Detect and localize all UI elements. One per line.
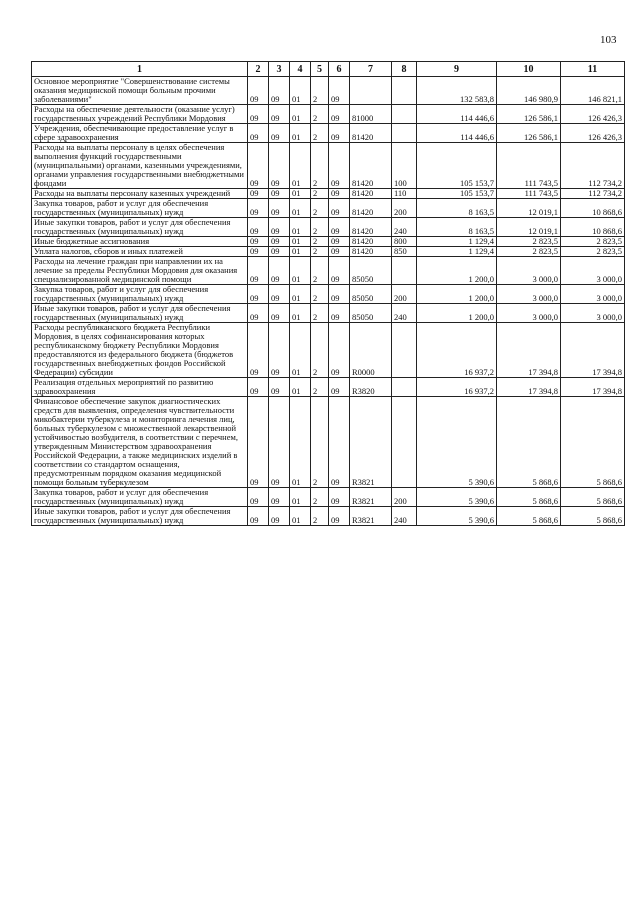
amount-col9: 5 390,6 [417, 507, 497, 526]
code-subsection: 01 [290, 77, 311, 105]
code-direction: 81420 [350, 247, 392, 257]
code-ministry: 09 [248, 285, 269, 304]
table-row [32, 218, 625, 237]
code-direction: 81420 [350, 124, 392, 143]
code-ministry: 09 [248, 257, 269, 285]
amount-col11: 112 734,2 [561, 143, 625, 189]
code-expense-type: 200 [392, 199, 417, 218]
code-section: 09 [269, 488, 290, 507]
code-event: 09 [329, 247, 350, 257]
code-program: 2 [311, 323, 329, 378]
code-section: 09 [269, 199, 290, 218]
code-direction: 85050 [350, 257, 392, 285]
amount-col9: 8 163,5 [417, 199, 497, 218]
amount-col11: 2 823,5 [561, 237, 625, 247]
amount-col10: 3 000,0 [497, 257, 561, 285]
amount-col11: 126 426,3 [561, 124, 625, 143]
amount-col9: 5 390,6 [417, 397, 497, 488]
code-subsection: 01 [290, 304, 311, 323]
code-expense-type: 240 [392, 218, 417, 237]
code-direction: 81000 [350, 105, 392, 124]
budget-table [31, 61, 625, 526]
code-program: 2 [311, 77, 329, 105]
table-row [32, 285, 625, 304]
row-name: Закупка товаров, работ и услуг для обеспечения государственных (муниципальных) нужд [32, 488, 248, 507]
code-section: 09 [269, 77, 290, 105]
code-event: 09 [329, 397, 350, 488]
amount-col11: 112 734,2 [561, 189, 625, 199]
column-header: 5 [311, 62, 329, 77]
column-header: 8 [392, 62, 417, 77]
column-header: 2 [248, 62, 269, 77]
code-direction [350, 77, 392, 105]
column-header: 7 [350, 62, 392, 77]
amount-col9: 1 200,0 [417, 257, 497, 285]
amount-col9: 16 937,2 [417, 378, 497, 397]
row-name: Уплата налогов, сборов и иных платежей [32, 247, 248, 257]
table-row [32, 247, 625, 257]
code-ministry: 09 [248, 507, 269, 526]
code-section: 09 [269, 237, 290, 247]
code-section: 09 [269, 257, 290, 285]
code-ministry: 09 [248, 397, 269, 488]
amount-col11: 17 394,8 [561, 378, 625, 397]
code-direction: 85050 [350, 304, 392, 323]
row-name: Иные бюджетные ассигнования [32, 237, 248, 247]
code-direction: R3821 [350, 488, 392, 507]
code-event: 09 [329, 218, 350, 237]
table-row [32, 199, 625, 218]
amount-col11: 10 868,6 [561, 199, 625, 218]
amount-col11: 2 823,5 [561, 247, 625, 257]
amount-col11: 5 868,6 [561, 397, 625, 488]
code-direction: 81420 [350, 218, 392, 237]
row-name: Финансовое обеспечение закупок диагностических средств для выявления, определения чувствительности микобактерии туберкулеза и мониторинга лечения лиц, больных туберкулезом с множественной лекарственной устойчивостью возбудителя, в соответствии с перечнем, утвержденным Министерством здравоохранения Российской Федерации, а также медицинских изделий в соответствии со стандартом оснащения, предусмотренным порядком оказания медицинской помощи больным туберкулезом [32, 397, 248, 488]
amount-col9: 132 583,8 [417, 77, 497, 105]
code-subsection: 01 [290, 247, 311, 257]
amount-col11: 5 868,6 [561, 507, 625, 526]
amount-col10: 5 868,6 [497, 488, 561, 507]
amount-col11: 3 000,0 [561, 257, 625, 285]
code-direction: 81420 [350, 199, 392, 218]
code-ministry: 09 [248, 199, 269, 218]
code-direction: 81420 [350, 237, 392, 247]
code-expense-type: 240 [392, 304, 417, 323]
amount-col10: 2 823,5 [497, 237, 561, 247]
row-name: Иные закупки товаров, работ и услуг для обеспечения государственных (муниципальных) нужд [32, 218, 248, 237]
code-direction: R3820 [350, 378, 392, 397]
code-event: 09 [329, 105, 350, 124]
code-event: 09 [329, 77, 350, 105]
code-direction: 81420 [350, 189, 392, 199]
column-header: 10 [497, 62, 561, 77]
code-event: 09 [329, 143, 350, 189]
table-row [32, 507, 625, 526]
code-ministry: 09 [248, 488, 269, 507]
row-name: Расходы на выплаты персоналу в целях обеспечения выполнения функций государственными (муниципальными) органами, казенными учреждениями, органами управления государственными внебюджетными фондами [32, 143, 248, 189]
table-row [32, 378, 625, 397]
code-program: 2 [311, 257, 329, 285]
amount-col10: 5 868,6 [497, 397, 561, 488]
amount-col10: 12 019,1 [497, 218, 561, 237]
code-event: 09 [329, 507, 350, 526]
amount-col11: 17 394,8 [561, 323, 625, 378]
amount-col9: 1 200,0 [417, 304, 497, 323]
code-program: 2 [311, 237, 329, 247]
table-row [32, 143, 625, 189]
code-event: 09 [329, 488, 350, 507]
code-subsection: 01 [290, 257, 311, 285]
code-program: 2 [311, 218, 329, 237]
code-expense-type: 100 [392, 143, 417, 189]
amount-col9: 1 200,0 [417, 285, 497, 304]
code-subsection: 01 [290, 199, 311, 218]
row-name: Иные закупки товаров, работ и услуг для обеспечения государственных (муниципальных) нужд [32, 304, 248, 323]
code-section: 09 [269, 397, 290, 488]
amount-col9: 105 153,7 [417, 143, 497, 189]
code-subsection: 01 [290, 378, 311, 397]
code-section: 09 [269, 247, 290, 257]
code-program: 2 [311, 304, 329, 323]
code-program: 2 [311, 378, 329, 397]
amount-col9: 16 937,2 [417, 323, 497, 378]
amount-col11: 10 868,6 [561, 218, 625, 237]
row-name: Расходы на обеспечение деятельности (оказание услуг) государственных учреждений Республики Мордовия [32, 105, 248, 124]
row-name: Основное мероприятие "Совершенствование системы оказания медицинской помощи больным прочими заболеваниями" [32, 77, 248, 105]
code-expense-type: 110 [392, 189, 417, 199]
amount-col10: 111 743,5 [497, 143, 561, 189]
code-ministry: 09 [248, 237, 269, 247]
amount-col10: 146 980,9 [497, 77, 561, 105]
code-program: 2 [311, 397, 329, 488]
row-name: Иные закупки товаров, работ и услуг для обеспечения государственных (муниципальных) нужд [32, 507, 248, 526]
amount-col10: 126 586,1 [497, 124, 561, 143]
code-section: 09 [269, 124, 290, 143]
code-program: 2 [311, 105, 329, 124]
amount-col10: 12 019,1 [497, 199, 561, 218]
code-section: 09 [269, 105, 290, 124]
code-expense-type: 200 [392, 488, 417, 507]
code-section: 09 [269, 143, 290, 189]
row-name: Учреждения, обеспечивающие предоставление услуг в сфере здравоохранения [32, 124, 248, 143]
code-ministry: 09 [248, 218, 269, 237]
code-ministry: 09 [248, 124, 269, 143]
code-expense-type [392, 124, 417, 143]
amount-col9: 1 129,4 [417, 247, 497, 257]
code-ministry: 09 [248, 143, 269, 189]
code-program: 2 [311, 189, 329, 199]
code-program: 2 [311, 143, 329, 189]
amount-col11: 146 821,1 [561, 77, 625, 105]
amount-col10: 17 394,8 [497, 323, 561, 378]
code-subsection: 01 [290, 105, 311, 124]
code-section: 09 [269, 285, 290, 304]
code-expense-type: 850 [392, 247, 417, 257]
amount-col10: 5 868,6 [497, 507, 561, 526]
code-expense-type [392, 105, 417, 124]
code-subsection: 01 [290, 237, 311, 247]
column-header: 1 [32, 62, 248, 77]
code-expense-type [392, 323, 417, 378]
code-event: 09 [329, 285, 350, 304]
code-expense-type [392, 257, 417, 285]
code-program: 2 [311, 488, 329, 507]
amount-col10: 3 000,0 [497, 304, 561, 323]
code-subsection: 01 [290, 323, 311, 378]
code-program: 2 [311, 124, 329, 143]
table-row [32, 323, 625, 378]
table-row [32, 257, 625, 285]
column-header: 3 [269, 62, 290, 77]
code-event: 09 [329, 378, 350, 397]
code-event: 09 [329, 257, 350, 285]
row-name: Реализация отдельных мероприятий по развитию здравоохранения [32, 378, 248, 397]
code-event: 09 [329, 304, 350, 323]
code-expense-type: 200 [392, 285, 417, 304]
code-subsection: 01 [290, 124, 311, 143]
code-section: 09 [269, 218, 290, 237]
row-name: Закупка товаров, работ и услуг для обеспечения государственных (муниципальных) нужд [32, 199, 248, 218]
code-program: 2 [311, 507, 329, 526]
code-ministry: 09 [248, 323, 269, 378]
code-section: 09 [269, 378, 290, 397]
code-direction: 85050 [350, 285, 392, 304]
column-header: 4 [290, 62, 311, 77]
amount-col11: 3 000,0 [561, 304, 625, 323]
code-expense-type [392, 77, 417, 105]
code-subsection: 01 [290, 189, 311, 199]
code-program: 2 [311, 199, 329, 218]
amount-col11: 3 000,0 [561, 285, 625, 304]
code-section: 09 [269, 507, 290, 526]
code-section: 09 [269, 323, 290, 378]
code-section: 09 [269, 189, 290, 199]
table-row [32, 304, 625, 323]
code-program: 2 [311, 247, 329, 257]
column-header: 9 [417, 62, 497, 77]
table-row [32, 397, 625, 488]
row-name: Расходы на лечение граждан при направлении их на лечение за пределы Республики Мордовия для оказания специализированной медицинской помощи [32, 257, 248, 285]
code-subsection: 01 [290, 488, 311, 507]
code-direction: R0000 [350, 323, 392, 378]
table-row [32, 189, 625, 199]
code-subsection: 01 [290, 285, 311, 304]
amount-col10: 2 823,5 [497, 247, 561, 257]
row-name: Расходы на выплаты персоналу казенных учреждений [32, 189, 248, 199]
code-event: 09 [329, 124, 350, 143]
code-ministry: 09 [248, 247, 269, 257]
amount-col11: 126 426,3 [561, 105, 625, 124]
amount-col9: 1 129,4 [417, 237, 497, 247]
table-row [32, 488, 625, 507]
amount-col9: 105 153,7 [417, 189, 497, 199]
code-ministry: 09 [248, 304, 269, 323]
amount-col11: 5 868,6 [561, 488, 625, 507]
code-event: 09 [329, 199, 350, 218]
table-row [32, 124, 625, 143]
code-subsection: 01 [290, 218, 311, 237]
row-name: Закупка товаров, работ и услуг для обеспечения государственных (муниципальных) нужд [32, 285, 248, 304]
table-row [32, 105, 625, 124]
amount-col9: 114 446,6 [417, 124, 497, 143]
code-ministry: 09 [248, 105, 269, 124]
amount-col10: 111 743,5 [497, 189, 561, 199]
column-header: 11 [561, 62, 625, 77]
amount-col9: 114 446,6 [417, 105, 497, 124]
amount-col9: 8 163,5 [417, 218, 497, 237]
code-expense-type [392, 378, 417, 397]
code-subsection: 01 [290, 397, 311, 488]
code-expense-type: 800 [392, 237, 417, 247]
code-ministry: 09 [248, 378, 269, 397]
code-expense-type: 240 [392, 507, 417, 526]
code-direction: 81420 [350, 143, 392, 189]
code-ministry: 09 [248, 77, 269, 105]
code-subsection: 01 [290, 143, 311, 189]
code-event: 09 [329, 189, 350, 199]
code-direction: R3821 [350, 397, 392, 488]
table-row [32, 237, 625, 247]
code-subsection: 01 [290, 507, 311, 526]
table-row [32, 77, 625, 105]
code-event: 09 [329, 323, 350, 378]
amount-col9: 5 390,6 [417, 488, 497, 507]
column-header: 6 [329, 62, 350, 77]
code-ministry: 09 [248, 189, 269, 199]
code-program: 2 [311, 285, 329, 304]
amount-col10: 17 394,8 [497, 378, 561, 397]
code-expense-type [392, 397, 417, 488]
page-number: 103 [600, 34, 617, 46]
amount-col10: 126 586,1 [497, 105, 561, 124]
amount-col10: 3 000,0 [497, 285, 561, 304]
row-name: Расходы республиканского бюджета Республики Мордовия, в целях софинансирования которых республиканскому бюджету Республики Мордовия предоставляются из федерального бюджета (бюджетов государственных внебюджетных фондов Российской Федерации) субсидии [32, 323, 248, 378]
code-section: 09 [269, 304, 290, 323]
header-row [32, 62, 625, 77]
code-direction: R3821 [350, 507, 392, 526]
code-event: 09 [329, 237, 350, 247]
